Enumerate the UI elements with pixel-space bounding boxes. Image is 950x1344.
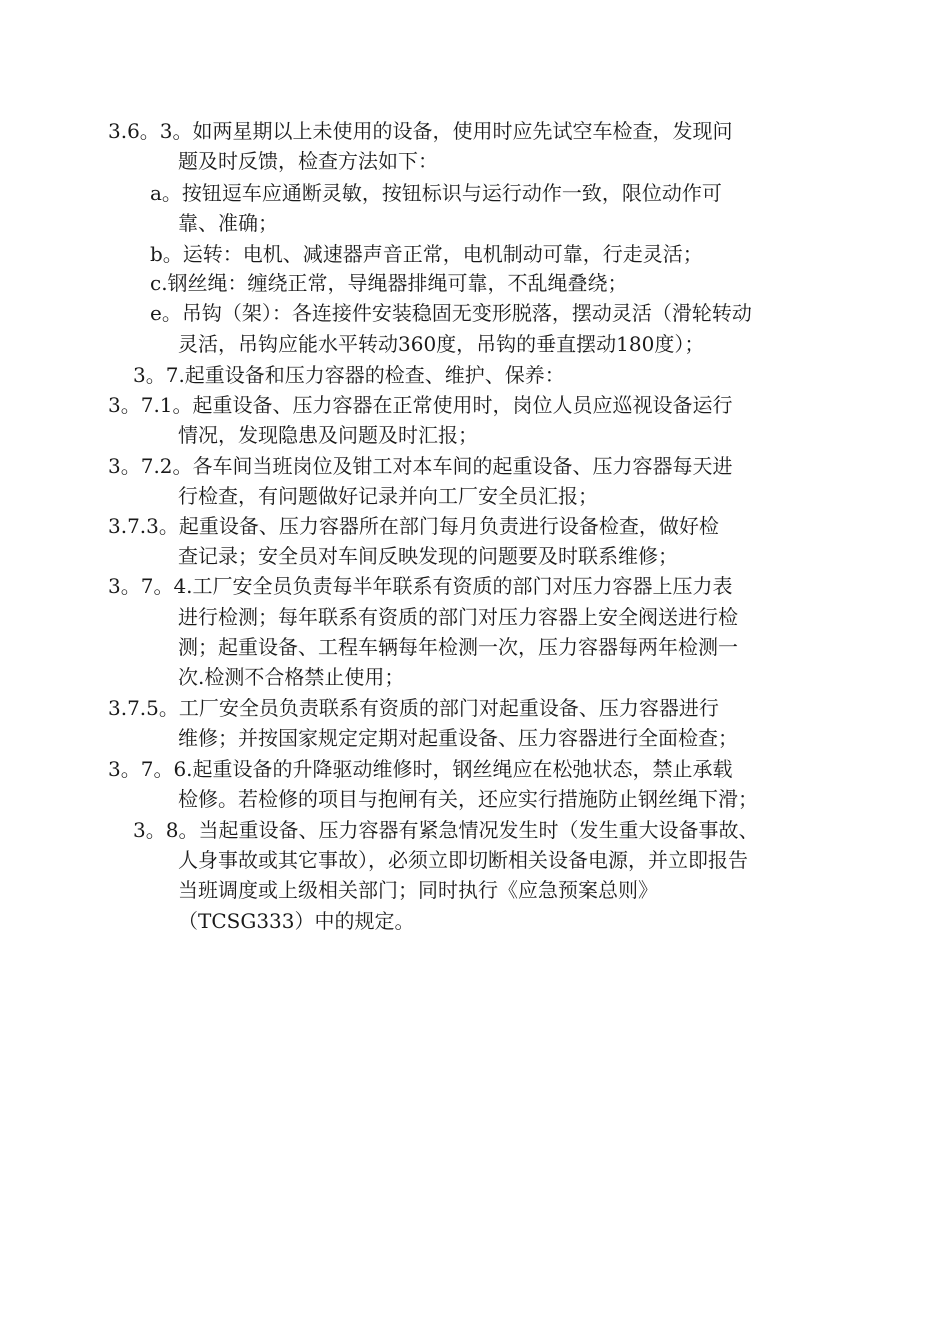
clause-line: 3.7.3。起重设备、压力容器所在部门每月负责进行设备检查，做好检 [108,514,719,538]
clause-line: 3.7.5。工厂安全员负责联系有资质的部门对起重设备、压力容器进行 [108,696,719,720]
clause-line: 查记录；安全员对车间反映发现的问题要及时联系维修； [178,544,678,568]
clause-line: 3。7.1。起重设备、压力容器在正常使用时，岗位人员应巡视设备运行 [108,393,733,417]
clause-line: 进行检测；每年联系有资质的部门对压力容器上安全阀送进行检 [178,605,738,629]
clause-line: 次.检测不合格禁止使用； [178,665,405,689]
clause-line: c.钢丝绳：缠绕正常，导绳器排绳可靠，不乱绳叠绕； [150,271,628,295]
clause-line: 题及时反馈，检查方法如下： [178,149,438,173]
clause-line: 测；起重设备、工程车辆每年检测一次，压力容器每两年检测一 [178,635,738,659]
clause-line: a。按钮逗车应通断灵敏，按钮标识与运行动作一致，限位动作可 [150,181,722,205]
clause-line: 灵活，吊钩应能水平转动360度，吊钩的垂直摆动180度）； [178,332,705,356]
clause-line: 情况，发现隐患及问题及时汇报； [178,423,478,447]
clause-line: e。吊钩（架）：各连接件安装稳固无变形脱落，摆动灵活（滑轮转动 [150,301,752,325]
clause-line: 3.6。3。如两星期以上未使用的设备，使用时应先试空车检查，发现问 [108,119,733,143]
clause-line: 3。8。当起重设备、压力容器有紧急情况发生时（发生重大设备事故、 [133,818,759,842]
clause-line: 当班调度或上级相关部门；同时执行《应急预案总则》 [178,878,658,902]
clause-line: b。运转：电机、减速器声音正常，电机制动可靠，行走灵活； [150,242,703,266]
clause-line: 靠、准确； [178,211,278,235]
clause-line: 检修。若检修的项目与抱闸有关，还应实行措施防止钢丝绳下滑； [178,787,758,811]
clause-line: 3。7.起重设备和压力容器的检查、维护、保养： [133,363,565,387]
clause-line: 3。7。6.起重设备的升降驱动维修时，钢丝绳应在松弛状态，禁止承载 [108,757,733,781]
clause-line: 3。7。4.工厂安全员负责每半年联系有资质的部门对压力容器上压力表 [108,574,733,598]
clause-line: 人身事故或其它事故），必须立即切断相关设备电源，并立即报告 [178,848,748,872]
clause-line: 维修；并按国家规定定期对起重设备、压力容器进行全面检查； [178,726,738,750]
clause-line: 行检查，有问题做好记录并向工厂安全员汇报； [178,484,598,508]
clause-line: （TCSG333）中的规定。 [178,909,415,933]
clause-line: 3。7.2。各车间当班岗位及钳工对本车间的起重设备、压力容器每天进 [108,454,733,478]
